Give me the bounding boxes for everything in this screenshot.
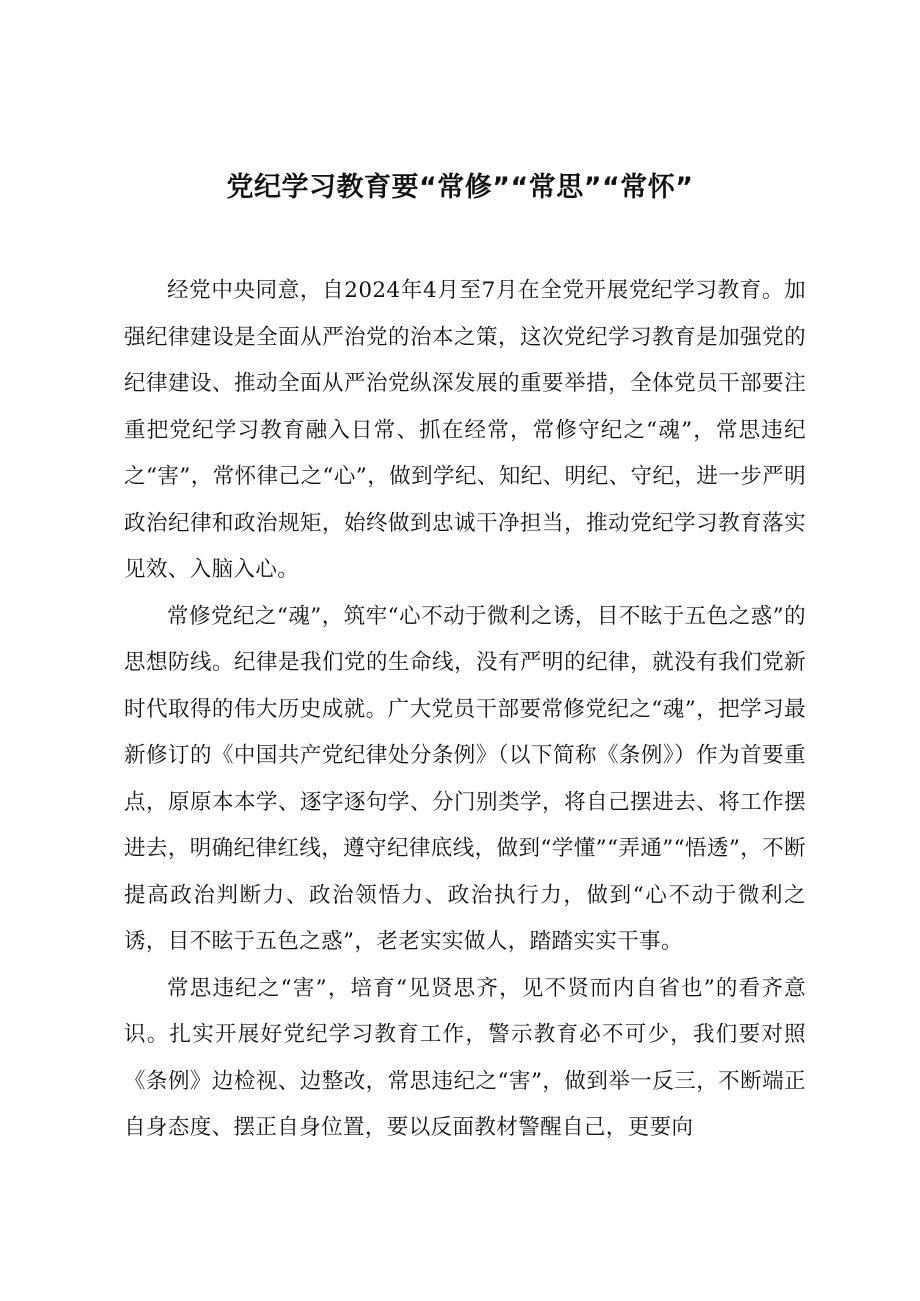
paragraph-chang-si: 常思违纪之“害”，培育“见贤思齐，见不贤而内自省也”的看齐意识。扎实开展好党纪学习教育工作，警示教育必不可少，我们要对照《条例》边检视、边整改，常思违纪之“害”，做到举一反三，不断端正自身态度、摆正自身位置，要以反面教材警醒自己，更要向 (124, 975, 806, 1140)
document-title: 党纪学习教育要“常修”“常思”“常怀” (226, 172, 694, 203)
document-body (124, 268, 806, 1152)
paragraph-chang-xiu: 常修党纪之“魂”，筑牢“心不动于微利之诱，目不眩于五色之惑”的思想防线。纪律是我们党的生命线，没有严明的纪律，就没有我们党新时代取得的伟大历史成就。广大党员干部要常修党纪之“魂”，把学习最新修订的《中国共产党纪律处分条例》（以下简称《条例》）作为首要重点，原原本本学、逐字逐句学、分门别类学，将自己摆进去、将工作摆进去，明确纪律红线，遵守纪律底线，做到“学懂”“弄通”“悟透”，不断提高政治判断力、政治领悟力、政治执行力，做到“心不动于微利之诱，目不眩于五色之惑”，老老实实做人，踏踏实实干事。 (124, 603, 806, 954)
paragraph-intro: 经党中央同意，自2024年4月至7月在全党开展党纪学习教育。加强纪律建设是全面从严治党的治本之策，这次党纪学习教育是加强党的纪律建设、推动全面从严治党纵深发展的重要举措，全体党员干部要注重把党纪学习教育融入日常、抓在经常，常修守纪之“魂”，常思违纪之“害”，常怀律己之“心”，做到学纪、知纪、明纪、守纪，进一步严明政治纪律和政治规矩，始终做到忠诚干净担当，推动党纪学习教育落实见效、入脑入心。 (124, 278, 806, 582)
